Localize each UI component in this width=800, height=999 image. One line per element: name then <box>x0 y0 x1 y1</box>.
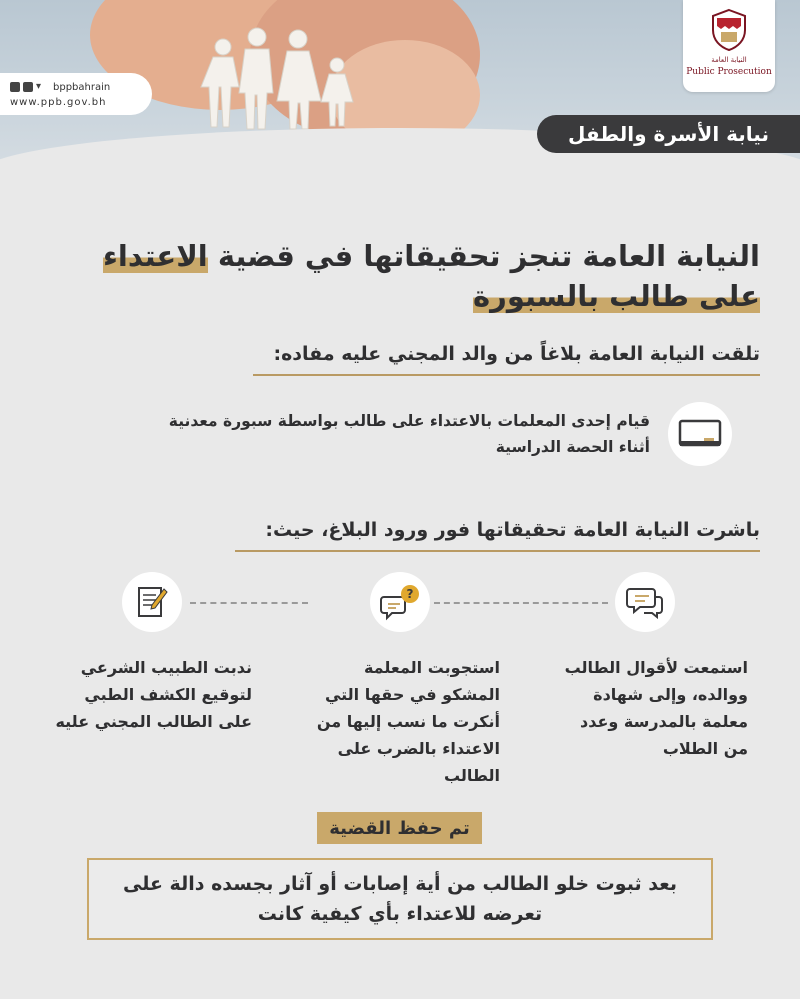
connector-dash-right <box>434 602 608 604</box>
logo-english-text: Public Prosecution <box>686 67 772 77</box>
svg-text:?: ? <box>406 587 414 601</box>
instagram-icon[interactable] <box>10 82 20 92</box>
report-heading-underline <box>253 374 760 376</box>
website-link[interactable]: www.ppb.gov.bh <box>10 97 107 108</box>
logo-arabic-text: النيابة العامة <box>711 56 747 64</box>
report-description: قيام إحدى المعلمات بالاعتداء على طالب بواسطة سبورة معدنية أثناء الحصة الدراسية <box>168 412 650 456</box>
whiteboard-icon <box>678 419 722 449</box>
step-text-1: استمعت لأقوال الطالب ووالده، وإلى شهادة معلمة بالمدرسة وعدد من الطلاب <box>564 658 748 758</box>
investigation-heading-underline <box>235 550 760 552</box>
facebook-icon[interactable] <box>23 82 33 92</box>
paper-family-icon <box>195 25 365 135</box>
social-icons-row <box>10 81 110 93</box>
chat-bubbles-icon <box>626 585 664 619</box>
question-chat-icon <box>380 583 420 621</box>
step-text-2: استجوبت المعلمة المشكو في حقها التي أنكرت ما نسب إليها من الاعتداء بالضرب على الطالب <box>316 658 500 785</box>
twitter-icon[interactable]: ▾ <box>36 81 42 92</box>
case-closed-label: تم حفظ القضية <box>317 812 482 844</box>
step-icon-circle-3 <box>122 572 182 632</box>
report-heading: تلقت النيابة العامة بلاغاً من والد المجني عليه مفاده: <box>273 343 760 365</box>
section-tab: نيابة الأسرة والطفل <box>537 115 800 153</box>
title-line-1: النيابة العامة تنجز تحقيقاتها في قضية الاعتداء <box>103 239 760 273</box>
public-prosecution-logo <box>683 0 775 92</box>
connector-dash-left <box>190 602 308 604</box>
step-icon-circle-2 <box>370 572 430 632</box>
document-pen-icon <box>134 583 170 621</box>
main-title <box>103 236 760 316</box>
title-line-2: على طالب بالسبورة <box>473 279 760 313</box>
whiteboard-icon-circle <box>668 402 732 466</box>
social-handle: bppbahrain <box>53 81 111 93</box>
step-icon-circle-1 <box>615 572 675 632</box>
emblem-icon <box>709 8 749 52</box>
outcome-box: بعد ثبوت خلو الطالب من أية إصابات أو آثار بجسده دالة على تعرضه للاعتداء بأي كيفية كانت <box>87 858 713 940</box>
social-contact-pill <box>0 73 152 115</box>
step-text-3: ندبت الطبيب الشرعي لتوقيع الكشف الطبي على الطالب المجني عليه <box>55 658 252 731</box>
title-highlight: الاعتداء <box>103 239 208 273</box>
investigation-heading: باشرت النيابة العامة تحقيقاتها فور ورود البلاغ، حيث: <box>265 519 760 541</box>
